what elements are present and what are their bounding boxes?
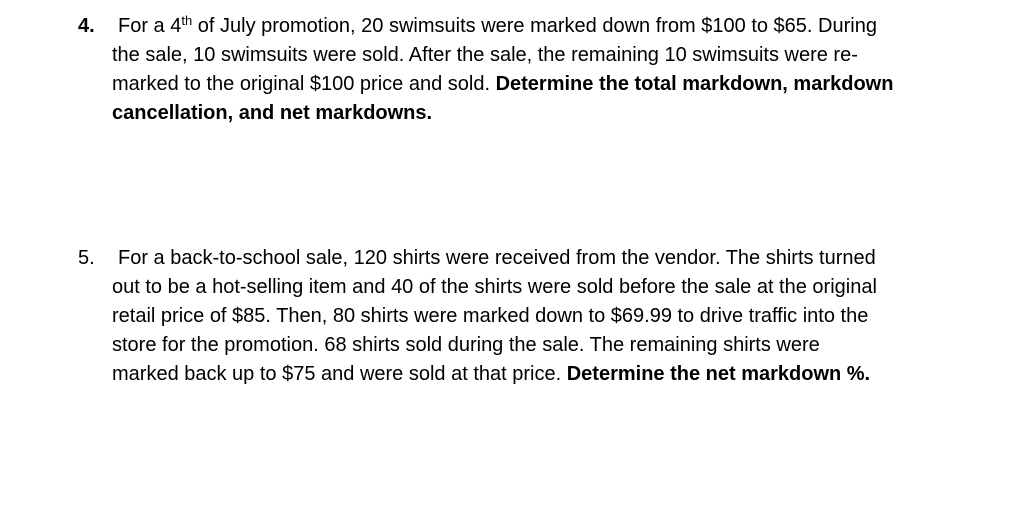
text-line <box>112 302 972 331</box>
text-run: of July promotion, 20 swimsuits were marked down from $100 to $65. During <box>192 15 877 37</box>
bold-instruction: cancellation, and net markdowns. <box>112 102 433 124</box>
text-run: store for the promotion. 68 shirts sold during the sale. The remaining shirts were <box>112 334 820 356</box>
problem-number: 4. <box>78 15 95 37</box>
text-run: the sale, 10 swimsuits were sold. After the sale, the remaining 10 swimsuits were re- <box>112 44 858 66</box>
text-run: retail price of $85. Then, 80 shirts were marked down to $69.99 to drive traffic into the <box>112 305 869 327</box>
text-line <box>112 70 972 99</box>
text-line <box>112 244 972 273</box>
superscript: th <box>181 13 193 28</box>
bold-instruction: Determine the net markdown %. <box>566 363 871 385</box>
text-run: For a back-to-school sale, 120 shirts were received from the vendor. The shirts turned <box>118 247 876 269</box>
text-line <box>112 331 972 360</box>
problem-text <box>112 12 972 128</box>
problem-text <box>112 244 972 389</box>
text-run: out to be a hot-selling item and 40 of the shirts were sold before the sale at the original <box>112 276 877 298</box>
text-line <box>112 360 972 389</box>
text-run: marked to the original $100 price and sold. <box>112 73 496 95</box>
text-run: For a 4 <box>118 15 182 37</box>
text-line <box>112 12 972 41</box>
text-run: marked back up to $75 and were sold at that price. <box>112 363 567 385</box>
problem-number: 5. <box>78 247 95 269</box>
bold-instruction: Determine the total markdown, markdown <box>495 73 894 95</box>
text-line <box>112 99 972 128</box>
text-line <box>112 41 972 70</box>
text-line <box>112 273 972 302</box>
